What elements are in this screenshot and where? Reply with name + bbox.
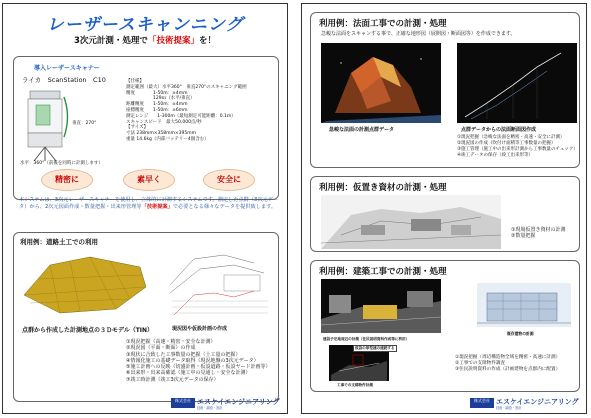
keyword-fast: 素早く [123, 169, 175, 191]
building-site-caption: 建設予定地周辺の計測（住民説明資料作成等に利用） [323, 337, 410, 341]
tin-3d-model-image [20, 247, 150, 317]
temp-materials-image [321, 195, 501, 249]
horizontal-angle-label: 水平：360°（前後を同時に計測します） [20, 161, 103, 166]
slope-point-cloud-caption: 急峻な法面の計測点群データ [329, 127, 395, 133]
keyword-safe: 安全に [203, 169, 255, 191]
keyword-precise: 精密に [41, 169, 93, 191]
building-site-point-cloud-image [321, 279, 441, 333]
right-page [301, 3, 587, 414]
building-usage-list: ①現況把握（周辺構造物全域を精密・高速に計測） ②工事での支障物件調査 ③住民説明資料の作成（計画建物を点群内に配置） [455, 355, 561, 373]
slope-heading: 利用例：法面工事での計測・処理 [319, 19, 447, 29]
logo-mark: 株式会社 [171, 398, 195, 408]
slope-point-cloud-image [321, 43, 441, 123]
laser-scanner-image [22, 87, 72, 161]
building-example-box [310, 260, 580, 392]
slope-section-caption: 点群データからの法面断面図作成 [461, 127, 537, 133]
logo-name: エスケイエンジニアリング [496, 398, 579, 406]
slope-usage-list: ①現況把握（急峻な法面を精密・高速・安全に計測） ②現況図の作成（吹付け面積等工事数量の把握） ③施工管理（施工中の出来形計測から工事数量のチェック） ④竣工データの保存（竣工出来形等） [457, 135, 578, 158]
slope-section-drawing [457, 43, 577, 123]
page-subtitle: 3次元計測・処理で「技術提案」を！ [74, 36, 216, 46]
road-example-box [13, 232, 279, 402]
page-title: レーザースキャンニング [46, 15, 244, 35]
scanner-specs: 【仕様】 測定範囲（最大）水平360° 垂直270°のスキャニング範囲 精度 1-50m：±4mm 129ｍ（水平/垂直） 距離精度 1-50m：±4mm 座標精度 1-50m：±6mm 測定レンジ 1-300m（最短測定可能距離：0.1m） スキャンスピード 最大50,000点/秒 【サイズ】 寸法 238mm×358mm×395mm 重量 14.6kg（内部バッテリー4個含む） [126, 79, 247, 142]
logo-mark: 株式会社 [470, 398, 494, 408]
existing-building-image [477, 283, 571, 327]
road-example-heading: 利用例：道路土工での利用 [20, 238, 98, 246]
road-plan-drawing [164, 245, 274, 325]
existing-building-caption: 既存建物の計測 [507, 331, 534, 336]
obstruction-caption: 工事での支障物件計測 [337, 383, 373, 387]
temp-usage-list: ①現場仮置き資材の計測 ②数量把握 [511, 227, 566, 240]
logo-sub: 技術・調査・設計 [496, 406, 522, 410]
company-logo [171, 397, 279, 409]
plan-drawing-caption: 現況図や仮設計画の作成 [172, 326, 228, 332]
logo-sub: 技術・調査・設計 [197, 406, 223, 410]
bubble-label: 仮設の厚型建の連続する [355, 346, 395, 350]
road-usage-list: ①現況把握（高速・精密・安全な計測） ②現況図（平面・断面）の作成 ③現状に合致した工事数量の把握（土工量の把握） ④情報化施工の基礎データ取得（現況地盤の3次元データ） ⑤施工計画への反映（切盛計画・仮設道路・仮設ヤード計画等） ⑥出来形・出来高確認（施工中の見通し・安全な計測） ⑦竣工時計測（竣工3次元データの保存） [126, 339, 271, 383]
slope-example-box [310, 12, 580, 168]
company-logo [470, 397, 578, 409]
slope-description: 急峻な法面をスキャンする事で、正確な地形図（展開図・断面図等）を作成できます。 [321, 31, 516, 37]
left-page [2, 3, 288, 414]
vertical-angle-label: 垂直：270° [72, 121, 97, 126]
temp-materials-heading: 利用例：仮置き資材の計測・処理 [319, 183, 447, 193]
building-heading: 利用例：建築工事での計測・処理 [319, 267, 447, 277]
logo-name: エスケイエンジニアリング [197, 398, 280, 406]
tin-model-caption: 点群から作成した計測地点の３Ｄモデル（TIN） [22, 327, 154, 334]
scanner-model: ライカ ScanStation C10 [22, 76, 106, 84]
intro-text: 本システムは、3次元レーザースキャナーを使用し、立体的に計測するシステムです。測定した点群（3次元データ）から、2次元図面作成・数量把握・出来形管理等「技術提案」で必要となる様々なデータを提供致します。 [19, 197, 279, 211]
scanner-heading: 導入レーザースキャナー [34, 65, 100, 72]
temp-materials-box [310, 176, 580, 252]
